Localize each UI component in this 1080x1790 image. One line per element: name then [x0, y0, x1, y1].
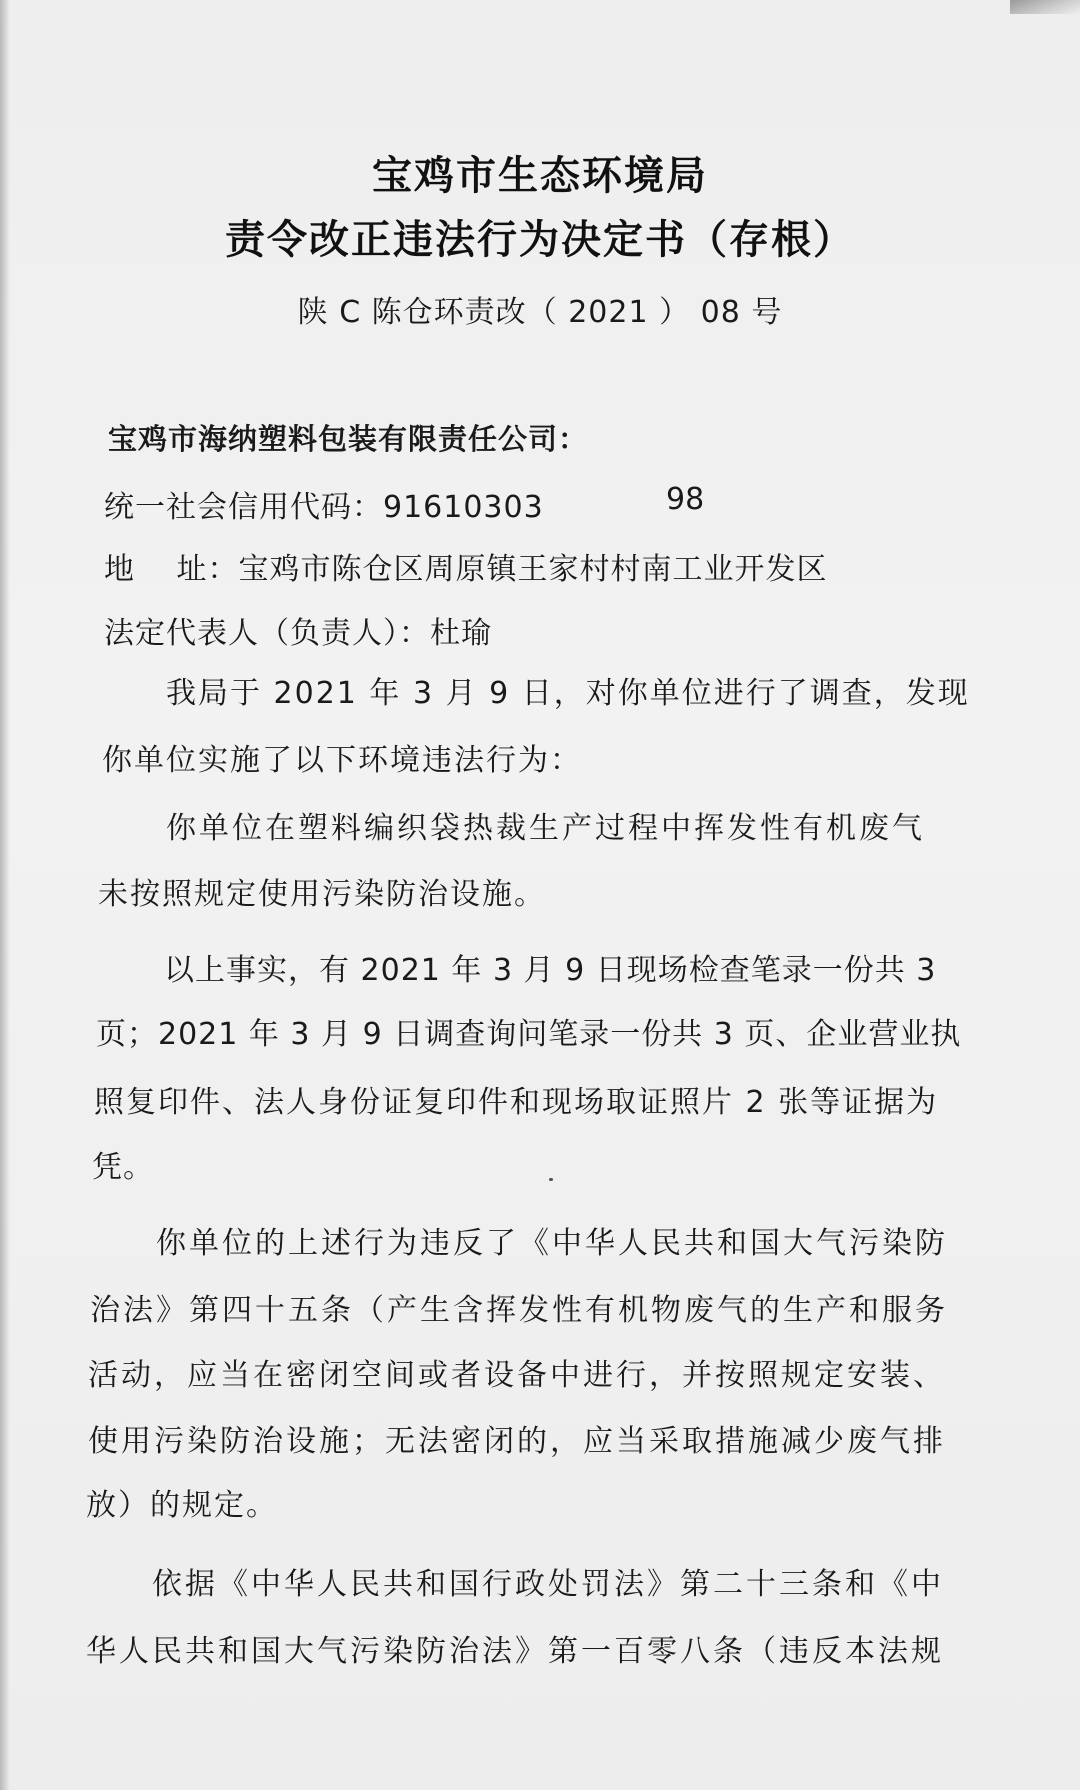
scan-speck [549, 1178, 553, 1181]
body-line-15: 华人民共和国大气污染防治法》第一百零八条（违反本法规 [86, 1634, 944, 1669]
body-line-5: 以上事实，有 2021 年 3 月 9 日现场检查笔录一份共 3 [164, 953, 937, 988]
body-line-6: 页；2021 年 3 月 9 日调查询问笔录一份共 3 页、企业营业执 [96, 1017, 962, 1052]
address-line: 地 址：宝鸡市陈仓区周原镇王家村村南工业开发区 [104, 552, 828, 587]
body-line-7: 照复印件、法人身份证复印件和现场取证照片 2 张等证据为 [94, 1085, 939, 1120]
recipient-company: 宝鸡市海纳塑料包装有限责任公司： [108, 422, 589, 456]
credit-code-line: 统一社会信用代码：91610303 [104, 490, 544, 525]
credit-code-tail: 98 [666, 482, 705, 517]
document-number: 陕 C 陈仓环责改（ 2021 ） 08 号 [297, 295, 783, 330]
page-edge-shadow [0, 0, 10, 1790]
body-line-13: 放）的规定。 [86, 1488, 278, 1523]
body-line-1: 我局于 2021 年 3 月 9 日，对你单位进行了调查，发现 [166, 676, 970, 711]
body-line-3: 你单位在塑料编织袋热裁生产过程中挥发性有机废气 [166, 811, 925, 846]
body-line-9: 你单位的上述行为违反了《中华人民共和国大气污染防 [156, 1226, 948, 1261]
document-title: 责令改正违法行为决定书（存根） [225, 217, 855, 263]
body-line-11: 活动，应当在密闭空间或者设备中进行，并按照规定安装、 [88, 1358, 946, 1393]
page-fold-corner [1010, 0, 1080, 14]
body-line-14: 依据《中华人民共和国行政处罚法》第二十三条和《中 [152, 1567, 944, 1602]
body-line-8: 凭。 [92, 1150, 154, 1185]
agency-title: 宝鸡市生态环境局 [372, 153, 708, 199]
body-line-10: 治法》第四十五条（产生含挥发性有机物废气的生产和服务 [90, 1293, 948, 1328]
body-line-2: 你单位实施了以下环境违法行为： [102, 743, 582, 778]
body-line-12: 使用污染防治设施；无法密闭的，应当采取措施减少废气排 [88, 1424, 946, 1459]
legal-representative-line: 法定代表人（负责人）：杜瑜 [104, 616, 492, 651]
body-line-4: 未按照规定使用污染防治设施。 [98, 877, 546, 912]
